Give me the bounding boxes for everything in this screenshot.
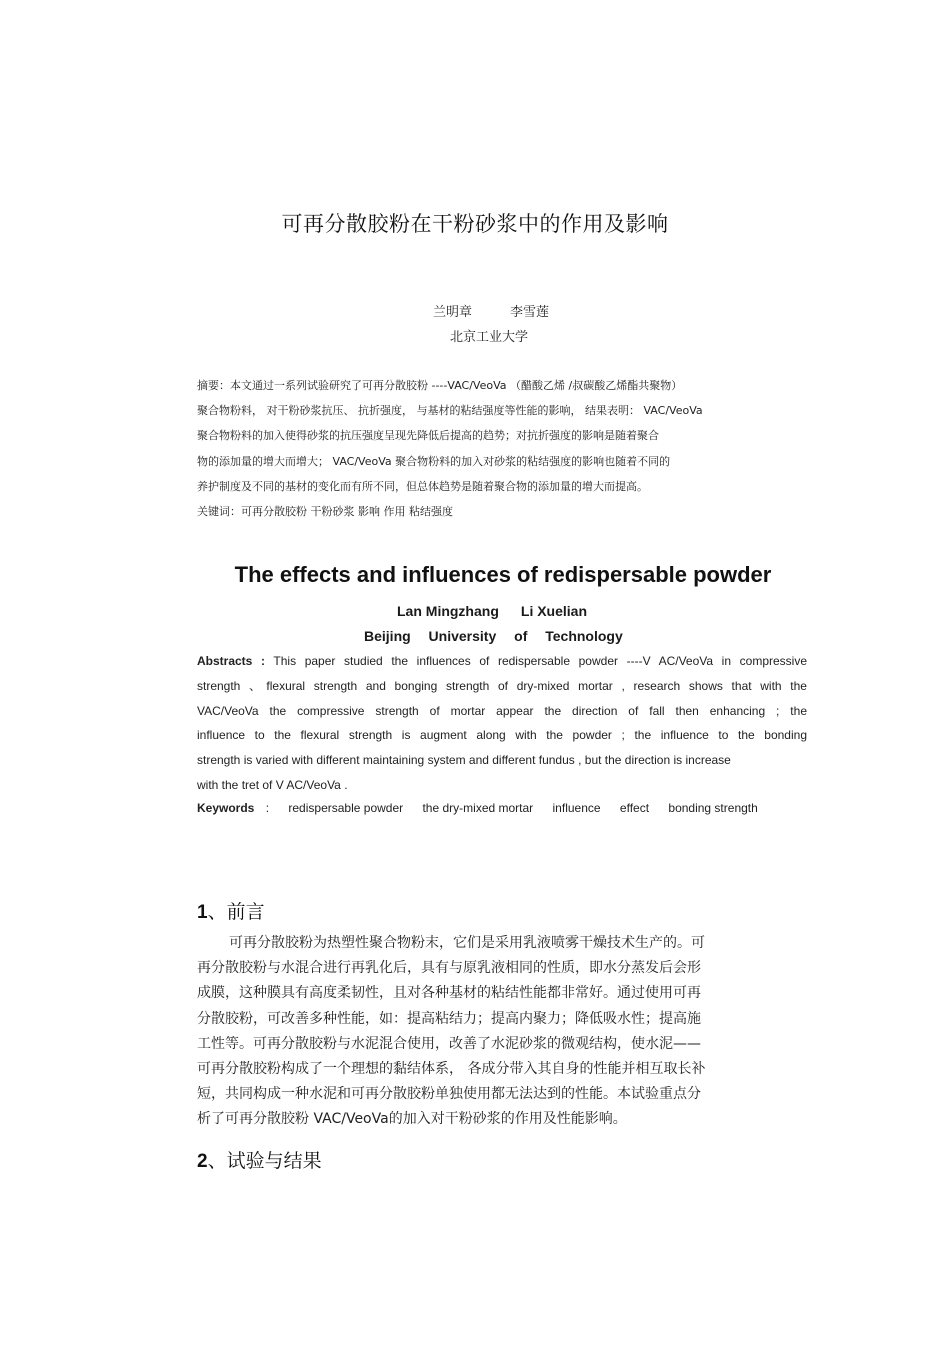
section-number: 2 xyxy=(197,1151,208,1172)
english-keywords xyxy=(197,801,758,815)
english-abstract xyxy=(197,649,807,798)
keyword: bonding strength xyxy=(668,801,758,815)
keyword: redispersable powder xyxy=(288,801,404,815)
abstract-line: 摘要：本文通过一系列试验研究了可再分散胶粉 ----VAC/VeoVa （醋酸乙烯 /叔碳酸乙烯酯共聚物） xyxy=(197,379,683,392)
chinese-title: 可再分散胶粉在干粉砂浆中的作用及影响 xyxy=(281,212,669,236)
keywords-line: 关键词：可再分散胶粉 干粉砂浆 影响 作用 粘结强度 xyxy=(197,504,453,518)
section-title: 、试验与结果 xyxy=(207,1150,322,1172)
paragraph-line: 工性等。可再分散胶粉与水泥混合使用，改善了水泥砂浆的微观结构，使水泥—— xyxy=(197,1035,701,1052)
keyword: effect xyxy=(619,801,650,815)
section-heading-introduction xyxy=(197,897,265,924)
abstract-line: 养护制度及不同的基材的变化而有所不同，但总体趋势是随着聚合物的添加量的增大而提高。 xyxy=(197,479,648,493)
chinese-abstract xyxy=(197,373,807,524)
keyword: the dry-mixed mortar xyxy=(422,801,534,815)
paragraph-line: 析了可再分散胶粉 VAC/VeoVa的加入对干粉砂浆的作用及性能影响。 xyxy=(197,1111,627,1128)
abstract-line: influence to the flexural strength is augment along with the powder ; the influence to the bonding xyxy=(197,728,807,743)
abstract-line: strength 、flexural strength and bonging strength of dry-mixed mortar , research shows that with the xyxy=(197,678,807,693)
paragraph-line: 短，共同构成一种水泥和可再分散胶粉单独使用都无法达到的性能。本试验重点分 xyxy=(197,1086,701,1103)
abstract-line: Abstracts : This paper studied the influences of redispersable powder ----V AC/VeoVa in compressive xyxy=(197,654,807,668)
abstract-line: with the tret of V AC/VeoVa . xyxy=(197,777,348,792)
english-authors xyxy=(397,603,587,619)
keywords-label: Keywords xyxy=(197,801,255,815)
author-name: Li Xuelian xyxy=(520,603,588,619)
chinese-affiliation: 北京工业大学 xyxy=(450,330,529,345)
abstract-line: 物的添加量的增大而增大； VAC/VeoVa 聚合物粉料的加入对砂浆的粘结强度的影响也随着不同的 xyxy=(197,454,671,468)
paragraph-line: 再分散胶粉与水混合进行再乳化后，具有与原乳液相同的性质，即水分蒸发后会形 xyxy=(197,960,701,977)
introduction-paragraph xyxy=(197,931,742,1133)
keyword: influence xyxy=(552,801,601,815)
paragraph-line: 分散胶粉，可改善多种性能，如：提高粘结力；提高内聚力；降低吸水性；提高施 xyxy=(197,1010,701,1027)
abstract-line: VAC/VeoVa the compressive strength of mortar appear the direction of fall then enhancing ; the xyxy=(197,703,807,718)
abstract-label: Abstracts : xyxy=(197,654,265,668)
english-affiliation: Beijing University of Technology xyxy=(364,628,623,644)
section-number: 1 xyxy=(197,902,208,923)
paragraph-line: 可再分散胶粉为热塑性聚合物粉末，它们是采用乳液喷雾干燥技术生产的。可 xyxy=(229,935,705,951)
author-name: Lan Mingzhang xyxy=(397,603,499,619)
abstract-line: 聚合物粉料的加入使得砂浆的抗压强度呈现先降低后提高的趋势；对抗折强度的影响是随着聚合 xyxy=(197,429,659,443)
author-name: 李雪莲 xyxy=(510,305,550,320)
section-heading-experiments xyxy=(197,1146,322,1173)
author-name: 兰明章 xyxy=(433,305,473,320)
paragraph-line: 成膜，这种膜具有高度柔韧性，且对各种基材的粘结性能都非常好。通过使用可再 xyxy=(197,985,701,1002)
english-title: The effects and influences of redispersable powder xyxy=(234,562,772,587)
abstract-line: 聚合物粉料， 对干粉砂浆抗压、 抗折强度， 与基材的粘结强度等性能的影响， 结果表明： VAC/VeoVa xyxy=(197,404,703,418)
paragraph-line: 可再分散胶粉构成了一个理想的黏结体系， 各成分带入其自身的性能并相互取长补 xyxy=(197,1060,706,1077)
chinese-authors xyxy=(433,301,549,320)
keywords-separator: : xyxy=(265,801,270,815)
section-title: 、前言 xyxy=(207,901,265,923)
abstract-line: strength is varied with different maintaining system and different fundus , but the direction is increase xyxy=(197,753,731,768)
